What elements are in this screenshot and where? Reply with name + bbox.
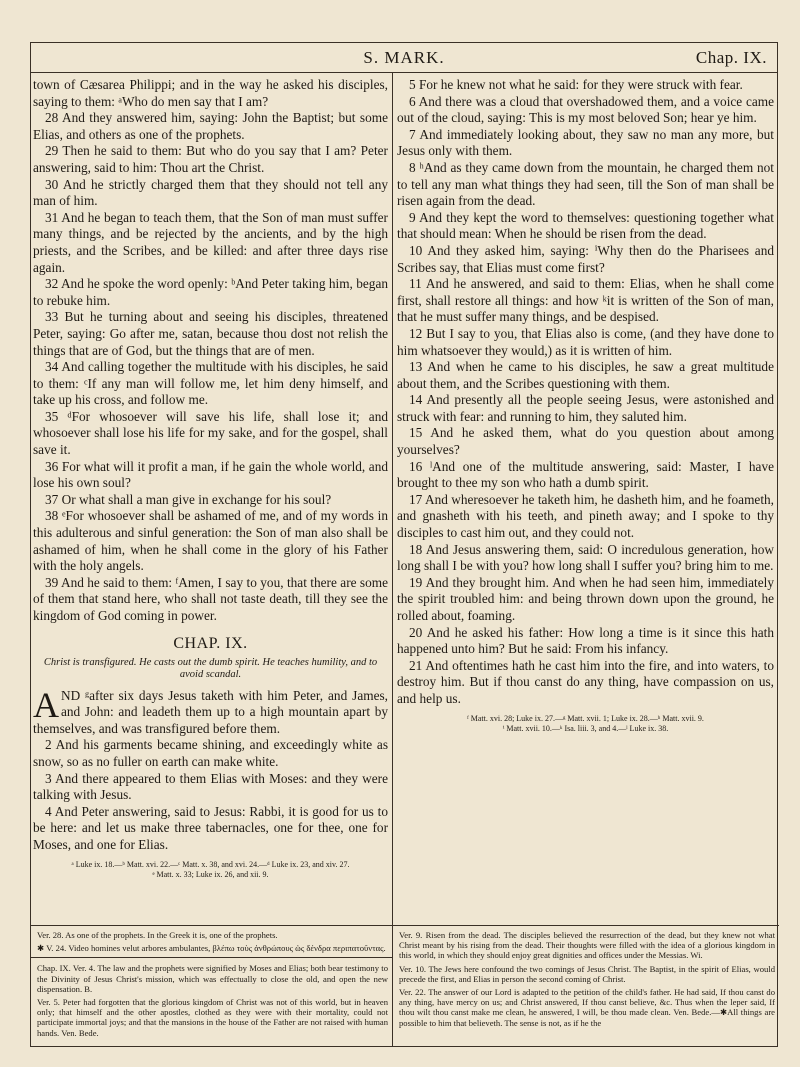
chapter-summary: Christ is transfigured. He casts out the dumb spirit. He teaches humility, and to avoid scandal. xyxy=(43,656,378,681)
verse: 37 Or what shall a man give in exchange for his soul? xyxy=(45,491,332,507)
verse: town of Cæsarea Philippi; and in the way he asked his disciples, saying to them: ᵃWho do men say that I am? xyxy=(33,77,388,109)
verse: 21 And oftentimes hath he cast him into the fire, and into waters, to destroy him. But if thou canst do any thing, have compassion on us, and help us. xyxy=(397,657,774,706)
cross-reference-line: ⁱ Matt. xvii. 10.—ᵏ Isa. liii. 3, and 4.—ˡ Luke ix. 38. xyxy=(502,723,669,733)
verse: 28 And they answered him, saying: John the Baptist; but some Elias, and others as one of the prophets. xyxy=(33,110,388,142)
verse: 13 And when he came to his disciples, he saw a great multitude about them, and the Scribes questioning with them. xyxy=(397,359,774,391)
verse: 38 ᵉFor whosoever shall be ashamed of me, and of my words in this adulterous and sinful generation: the Son of man also shall be ashamed of him, when he shall come in the glory of his Father with the holy angels. xyxy=(33,508,388,574)
cross-reference-line: ᵃ Luke ix. 18.—ᵇ Matt. xvi. 22.—ᶜ Matt. x. 38, and xvi. 24.—ᵈ Luke ix. 23, and xiv. 27. xyxy=(71,859,350,869)
verse: 39 And he said to them: ᶠAmen, I say to you, that there are some of them that stand here, who shall not taste death, till they see the kingdom of God coming in power. xyxy=(33,574,388,623)
verse: 3 And there appeared to them Elias with Moses: and they were talking with Jesus. xyxy=(33,770,388,803)
verse: 4 And Peter answering, said to Jesus: Rabbi, it is good for us to be here: and let us make three tabernacles, one for thee, one for Moses, and one for Elias. xyxy=(33,803,388,852)
verse: 19 And they brought him. And when he had seen him, immediately the spirit troubled him: and being thrown down upon the ground, he rolled about, foaming. xyxy=(397,574,774,623)
verse: 8 ʰAnd as they came down from the mountain, he charged them not to tell any man what things they had seen, till the Son of man shall be risen again from the dead. xyxy=(397,159,774,209)
verse: 32 And he spoke the word openly: ᵇAnd Peter taking him, began to rebuke him. xyxy=(33,276,388,308)
note: ✱ V. 24. Video homines velut arbores ambulantes, βλέπω τοὺς ἀνθρώπους ὡς δένδρα περιπατοῦντας. xyxy=(37,943,386,954)
verse-text: ND ᵍafter six days Jesus taketh with him Peter, and James, and John: and leadeth them up to a high mountain apart by themselves, and was transfigured before them. xyxy=(33,687,388,736)
note-divider xyxy=(31,957,392,958)
verse: 34 And calling together the multitude with his disciples, he said to them: ᶜIf any man will follow me, let him deny himself, and take up his cross, and follow me. xyxy=(33,359,388,408)
note: Ver. 5. Peter had forgotten that the glorious kingdom of Christ was not of this world, but in heaven only; that himself and the other apostles, clothed as they were with their mortality, could not participate immortal joys; and that the mansions in the house of the Father are not raised with human hands. Ven. Bede. xyxy=(37,997,388,1038)
column-divider xyxy=(392,73,393,1046)
verse: 12 But I say to you, that Elias also is come, (and they have done to him whatsoever they would,) as it is written of him. xyxy=(397,325,774,358)
cross-reference-line: ᵉ Matt. x. 33; Luke ix. 26, and xii. 9. xyxy=(152,869,269,879)
left-column xyxy=(31,77,391,880)
verse: 9 And they kept the word to themselves: questioning together what that should mean: When he should be risen from the dead. xyxy=(397,209,774,242)
verse: 16 ˡAnd one of the multitude answering, said: Master, I have brought to thee my son who hath a dumb spirit. xyxy=(397,458,774,491)
note: Ver. 28. As one of the prophets. In the Greek it is, one of the prophets. xyxy=(37,930,278,940)
verse: 5 For he knew not what he said: for they were struck with fear. xyxy=(409,77,743,92)
cross-references xyxy=(397,714,774,734)
chapter-heading: CHAP. IX. xyxy=(173,634,248,652)
verse-first xyxy=(33,684,388,738)
verse: 31 And he began to teach them, that the Son of man must suffer many things, and be rejected by the ancients, and by the high priests, and the Scribes, and be killed: and after three days rise again. xyxy=(33,209,388,275)
note: Ver. 22. The answer of our Lord is adapted to the petition of the child's father. He had said, If thou canst do any thing, have mercy on us; and Christ answered, If thou canst believe, &c. Thus when the leper said, If thou wilt thou canst make me clean, he answered, I will, be thou made clean. Ven. Bede.—✱All things are possible to him that believeth. The sense is not, as if he the xyxy=(399,987,775,1028)
commentary-left xyxy=(31,925,392,1041)
verse: 18 And Jesus answering them, said: O incredulous generation, how long shall I be with you? how long shall I suffer you? bring him to me. xyxy=(397,541,774,574)
bible-page xyxy=(30,42,778,1047)
cross-reference-line: ᶠ Matt. xvi. 28; Luke ix. 27.—ᵍ Matt. xvii. 1; Luke ix. 28.—ʰ Matt. xvii. 9. xyxy=(467,713,704,723)
verse: 15 And he asked them, what do you question about among yourselves? xyxy=(397,425,774,458)
drop-cap: A xyxy=(33,684,59,725)
right-column xyxy=(394,77,778,734)
verse: 36 For what will it profit a man, if he gain the whole world, and lose his own soul? xyxy=(33,458,388,491)
page-header xyxy=(31,43,777,73)
verse: 7 And immediately looking about, they saw no man any more, but Jesus only with them. xyxy=(397,126,774,159)
verse: 10 And they asked him, saying: ⁱWhy then do the Pharisees and Scribes say, that Elias must come first? xyxy=(397,242,774,275)
verse: 29 Then he said to them: But who do you say that I am? Peter answering, said to him: Thou art the Christ. xyxy=(33,143,388,175)
verse: 17 And wheresoever he taketh him, he dasheth him, and he foameth, and gnasheth with his teeth, and pineth away; and I spoke to thy disciples to cast him out, and they could not. xyxy=(397,491,774,541)
verse: 30 And he strictly charged them that they should not tell any man of him. xyxy=(33,176,388,209)
verse: 20 And he asked his father: How long a time is it since this hath happened unto him? But he said: From his infancy. xyxy=(397,624,774,657)
verse: 14 And presently all the people seeing Jesus, were astonished and struck with fear: and running to him, they saluted him. xyxy=(397,392,774,424)
verse: 35 ᵈFor whosoever will save his life, shall lose it; and whosoever shall lose his life for my sake, and for the gospel, shall save it. xyxy=(33,408,388,458)
note: Ver. 10. The Jews here confound the two comings of Jesus Christ. The Baptist, in the spirit of Elias, would precede the first, and Elias in person the second coming of Christ. xyxy=(399,963,775,984)
note: Ver. 9. Risen from the dead. The disciples believed the resurrection of the dead, but they knew not what Christ meant by his rising from the dead. Their thoughts were filled with the idea of a glorious kingdom in this world, in which they should enjoy great dignities and offices under the Messias. Wi. xyxy=(399,930,775,961)
chapter-label: Chap. IX. xyxy=(695,48,767,67)
book-title: S. MARK. xyxy=(363,48,445,67)
verse: 11 And he answered, and said to them: Elias, when he shall come first, shall restore all things: and how ᵏit is written of the Son of man, that he must suffer many things, and be despised. xyxy=(397,276,774,325)
verse: 33 But he turning about and seeing his disciples, threatened Peter, saying: Go after me, satan, because thou dost not relish the things that are of God, but the things that are of men. xyxy=(33,309,388,358)
note: Chap. IX. Ver. 4. The law and the prophets were signified by Moses and Elias; both bear testimony to the Divinity of Jesus Christ's mission, which was effectually to close the old, and open the new dispensation. B. xyxy=(37,963,388,994)
cross-references xyxy=(33,860,388,880)
verse: 6 And there was a cloud that overshadowed them, and a voice came out of the cloud, saying: This is my most beloved Son; hear ye him. xyxy=(397,93,774,126)
verse: 2 And his garments became shining, and exceedingly white as snow, so as no fuller on earth can make white. xyxy=(33,737,388,769)
commentary-right xyxy=(393,925,779,1031)
